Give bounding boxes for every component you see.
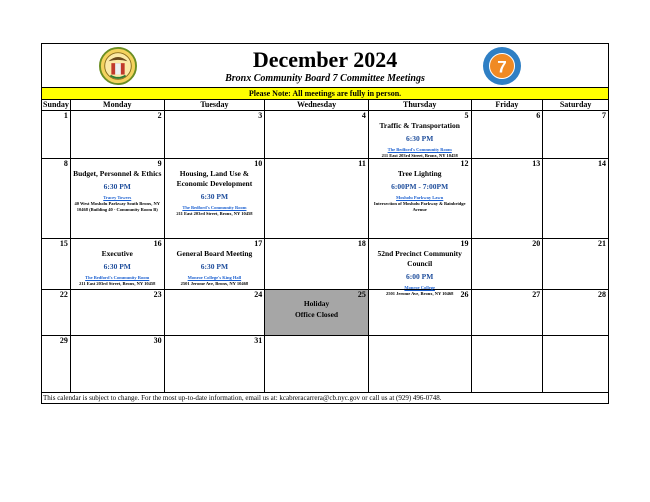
day-cell [42,159,70,238]
event [371,121,469,159]
day-cell [264,159,368,238]
event-address: 2501 Jerome Ave, Bronx, NY 10468 [385,291,454,296]
event-time: 6:00PM - 7:00PM [391,182,449,191]
event [371,169,469,213]
week-row [42,111,608,159]
day-number: 17 [254,239,263,248]
day-number: 3 [258,111,263,120]
day-number: 21 [598,239,607,248]
svg-text:7: 7 [497,57,507,77]
day-cell [70,239,164,289]
day-cell [42,239,70,289]
calendar [41,43,609,404]
day-number: 22 [59,290,68,299]
weekday-label-tuesday: Tuesday [164,100,265,110]
day-cell [164,290,265,335]
week-row [42,336,608,393]
holiday-label [265,298,368,320]
day-number: 9 [157,159,162,168]
event-address: 211 East 203rd Street, Bronx, NY 10458 [176,211,253,216]
day-cell [70,336,164,392]
day-cell [542,239,608,289]
event-address: 40 West Mosholu Parkway South Bronx, NY 10468 (Building 40 - Community Room B) [74,201,160,212]
week-row [42,159,608,239]
event-name: 52nd Precinct Community Council [377,249,462,268]
event-time: 6:30 PM [103,262,131,271]
day-number: 4 [361,111,366,120]
event-name: Tree Lighting [397,169,442,178]
day-cell [471,290,543,335]
day-number: 23 [153,290,162,299]
day-cell [368,159,471,238]
footer-note: This calendar is subject to change. For the most up-to-date information, email us at: kcabreracarrera@cb.nyc.gov or call us at (929) 496-0748. [43,394,442,402]
event-time: 6:30 PM [406,134,434,143]
event-name: Budget, Personnel & Ethics [73,169,162,178]
day-cell [264,239,368,289]
day-number: 1 [63,111,68,120]
day-number: 27 [532,290,541,299]
event-time: 6:30 PM [200,262,229,271]
day-cell [368,336,471,392]
day-cell [542,290,608,335]
day-number: 26 [460,290,469,299]
day-number: 25 [357,290,366,299]
day-number: 11 [358,159,366,168]
weekday-label-monday: Monday [70,100,164,110]
day-number: 19 [460,239,469,248]
page-subtitle: Bronx Community Board 7 Committee Meetings [225,73,425,84]
day-cell [70,290,164,335]
weekday-header-row [42,100,608,111]
day-cell [164,111,265,158]
holiday-line: Office Closed [294,310,339,319]
day-number: 8 [63,159,68,168]
day-cell [542,336,608,392]
day-cell [70,159,164,238]
day-number: 6 [536,111,541,120]
day-number: 18 [357,239,366,248]
event-location-link[interactable]: Monroe College [404,285,435,290]
event-time: 6:30 PM [200,192,229,201]
weekday-label-thursday: Thursday [368,100,471,110]
event-time: 6:30 PM [103,182,131,191]
calendar-header [42,44,608,88]
event-location-link[interactable]: Mosholu Parkway Lawn [396,195,444,200]
day-cell [264,111,368,158]
day-cell [42,290,70,335]
day-cell [471,336,543,392]
day-cell [42,111,70,158]
day-number: 29 [59,336,68,345]
event-address: 211 East 203rd Street, Bronx, NY 10458 [381,153,458,158]
day-cell [542,111,608,158]
day-number: 24 [254,290,263,299]
in-person-note: Please Note: All meetings are fully in person. [42,88,608,100]
event-name: General Board Meeting [176,249,253,258]
day-number: 5 [464,111,469,120]
event-name: Housing, Land Use & Economic Development [176,169,253,188]
day-cell [164,239,265,289]
day-cell [368,290,471,335]
day-cell [42,336,70,392]
page-title: December 2024 [252,47,398,72]
day-number: 30 [153,336,162,345]
weekday-label-friday: Friday [471,100,543,110]
event-name: Executive [101,249,133,258]
weekday-label-sunday: Sunday [43,100,69,109]
day-number: 10 [254,159,263,168]
event-location-link[interactable]: The Bedford's Community Room [182,205,247,210]
calendar-grid [42,111,608,393]
event-time: 6:00 PM [406,272,434,281]
day-number: 14 [598,159,607,168]
day-number: 16 [153,239,162,248]
day-number: 31 [254,336,263,345]
event-location-link[interactable]: The Bedford's Community Room [387,147,452,152]
event-location-link[interactable]: Tracey Towers [103,195,132,200]
day-cell [542,159,608,238]
event-address: 211 East 203rd Street, Bronx, NY 10458 [79,281,156,286]
weekday-label-saturday: Saturday [542,100,608,110]
event-address: Intersection of Mosholu Parkway & Bainbridge Avenue [373,201,466,212]
holiday-line: Holiday [303,299,330,308]
event-address: 2501 Jerome Ave, Bronx, NY 10468 [180,281,249,286]
day-number: 15 [59,239,68,248]
day-cell [471,111,543,158]
day-number: 12 [460,159,469,168]
event [73,249,162,287]
day-cell [164,159,265,238]
day-number: 2 [157,111,162,120]
event-name: Traffic & Transportation [379,121,460,130]
day-cell [264,336,368,392]
day-cell [70,111,164,158]
event-location-link[interactable]: The Bedford's Community Room [85,275,150,280]
day-number: 13 [532,159,541,168]
week-row [42,290,608,336]
event [167,249,263,287]
day-cell [471,159,543,238]
day-cell [471,239,543,289]
day-cell [164,336,265,392]
day-cell [368,111,471,158]
event [167,169,263,217]
day-number: 28 [598,290,607,299]
community-board-7-logo-icon [482,46,522,86]
weekday-label-wednesday: Wednesday [264,100,368,110]
event [73,169,162,213]
day-number: 20 [532,239,541,248]
event-location-link[interactable]: Monroe College's King Hall [187,275,242,280]
day-number: 7 [602,111,607,120]
day-cell [264,290,368,335]
